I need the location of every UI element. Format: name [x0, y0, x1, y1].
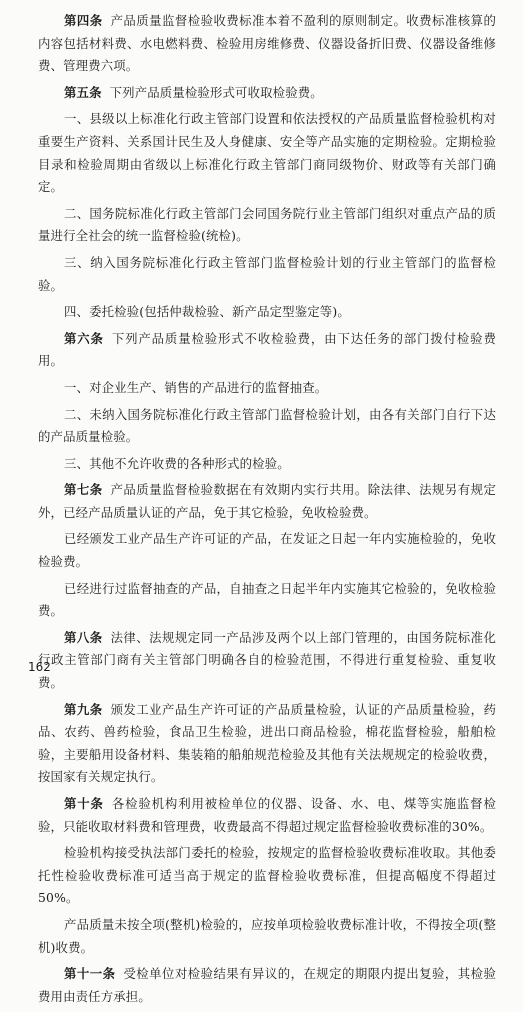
article-7: [38, 479, 496, 524]
article-body: [38, 10, 496, 1012]
page-number: 162: [28, 660, 51, 674]
article-text: 下列产品质量检验形式不收检验费，由下达任务的部门拨付检验费用。: [38, 330, 496, 369]
article-text: 受检单位对检验结果有异议的，在规定的期限内提出复验，其检验费用由责任方承担。: [38, 966, 496, 1004]
article-label: 第八条: [64, 629, 103, 645]
article-text: 产品质量监督检验收费标准本着不盈利的原则制定。收费标准核算的内容包括材料费、水电燃料费、检验用房维修费、仪器设备折旧费、仪器设备维修费、管理费六项。: [38, 13, 497, 74]
clause-paragraph: 检验机构接受执法部门委托的检验，按规定的监督检验收费标准收取。其他委托性检验收费标准可适当高于规定的监督检验收费标准，但提高幅度不得超过50%。: [38, 845, 496, 906]
clause-paragraph: 二、国务院标准化行政主管部门会同国务院行业主管部门组织对重点产品的质量进行全社会的统一监督检验(统检)。: [38, 205, 496, 244]
article-text: 各检验机构利用被检单位的仪器、设备、水、电、煤等实施监督检验，只能收取材料费和管理费，收费最高不得超过规定监督检验收费标准的30%。: [38, 796, 496, 834]
clause-paragraph: 四、委托检验(包括仲裁检验、新产品定型鉴定等)。: [64, 304, 350, 320]
article-text: 法律、法规规定同一产品涉及两个以上部门管理的，由国务院标准化行政主管部门商有关主管部门明确各自的检验范围，不得进行重复检验、重复收费。: [38, 629, 497, 691]
clause-paragraph: 已经颁发工业产品生产许可证的产品，在发证之日起一年内实施检验的，免收检验费。: [38, 531, 496, 570]
clause-paragraph: 一、县级以上标准化行政主管部门设置和依法授权的产品质量监督检验机构对重要生产资料、关系国计民生及人身健康、安全等产品实施的定期检验。定期检验目录和检验周期由省级以上标准化行政主管部门商同级物价、财政等有关部门确定。: [38, 111, 496, 195]
article-5: [38, 82, 496, 105]
article-label: 第十一条: [64, 966, 116, 982]
article-label: 第五条: [64, 84, 102, 100]
article-4: [38, 10, 496, 78]
article-11: [38, 963, 496, 1008]
article-6: [38, 328, 496, 373]
article-label: 第七条: [64, 482, 103, 498]
clause-paragraph: 二、未纳入国务院标准化行政主管部门监督检验计划，由各有关部门自行下达的产品质量检验。: [38, 406, 496, 445]
article-text: 下列产品质量检验形式可收取检验费。: [109, 84, 323, 100]
clause-paragraph: 一、对企业生产、销售的产品进行的监督抽查。: [64, 379, 328, 395]
clause-paragraph: 已经进行过监督抽查的产品，自抽查之日起半年内实施其它检验的，免收检验费。: [38, 580, 496, 619]
article-label: 第六条: [64, 330, 104, 346]
article-8: [38, 627, 496, 695]
clause-paragraph: 三、其他不允许收费的各种形式的检验。: [64, 455, 290, 471]
clause-paragraph: 产品质量未按全项(整机)检验的，应按单项检验收费标准计收，不得按全项(整机)收费。: [38, 916, 496, 955]
article-text: 颁发工业产品生产许可证的产品质量检验，认证的产品质量检验，药品、农药、兽药检验，食品卫生检验，进出口商品检验，棉花监督检验，船舶检验，主要船用设备材料、集装箱的船舶规范检验及其他有关法规规定的检验收费，按国家有关规定执行。: [38, 701, 497, 785]
article-9: [38, 699, 496, 789]
article-10: [38, 793, 496, 838]
clause-paragraph: 三、纳入国务院标准化行政主管部门监督检验计划的行业主管部门的监督检验。: [38, 254, 496, 293]
article-label: 第四条: [64, 13, 103, 28]
article-text: 产品质量监督检验数据在有效期内实行共用。除法律、法规另有规定外，已经产品质量认证的产品，免于其它检验，免收检验费。: [38, 482, 497, 520]
article-label: 第十条: [64, 796, 104, 811]
article-label: 第九条: [64, 701, 103, 717]
